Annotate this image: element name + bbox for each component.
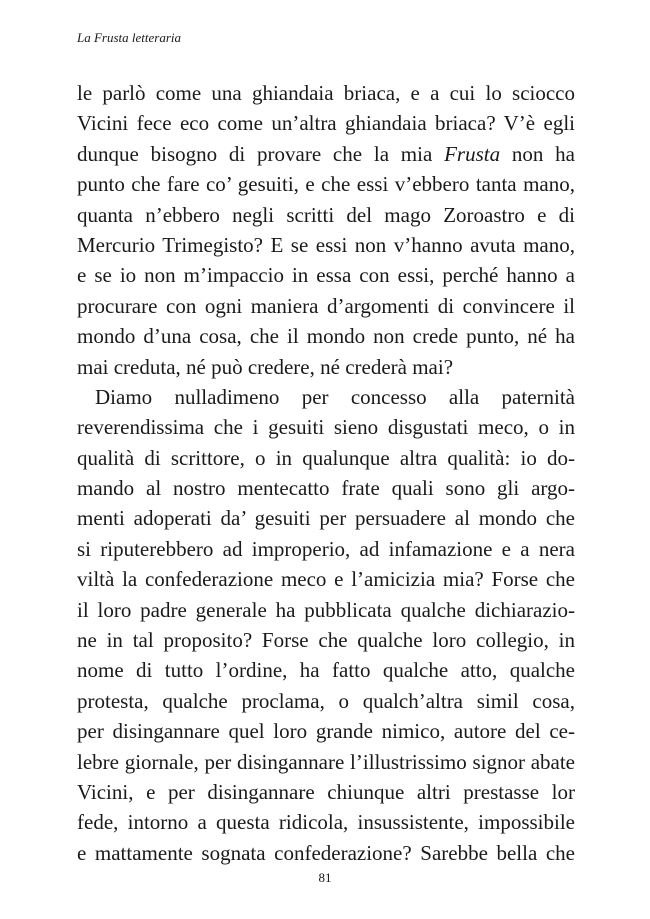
text-line: quanta n’ebbero negli scritti del mago Zoroastro e di [77,202,575,227]
text-line: Mercurio Trimegisto? E se essi non v’hanno avuta mano, [77,232,575,257]
text-line: punto che fare co’ gesuiti, e che essi v’ebbero tanta mano, [77,172,575,197]
text-line [77,139,575,169]
italic-title: Frusta [444,141,501,166]
text-line: mai creduta, né può credere, né crederà mai? [77,354,454,379]
text-run: dunque bisogno di provare che la mia [77,141,445,166]
text-line: nome di tutto l’ordine, ha fatto qualche atto, qualche [77,658,575,683]
text-line: reverendissima che i gesuiti sieno disgustati meco, o in [77,415,575,440]
text-line: menti adoperati da’ gesuiti per persuadere al mondo che [77,506,575,531]
text-line: e mattamente sognata confederazione? Sarebbe bella che [77,840,575,865]
text-line: fede, intorno a questa ridicola, insussistente, impossibile [77,810,575,835]
text-line: ne in tal proposito? Forse che qualche loro collegio, in [77,628,575,653]
text-line: procurare con ogni maniera d’argomenti di convincere il [77,293,575,318]
text-line: Vicini, e per disingannare chiunque altri prestasse lor [77,779,575,804]
text-line: mondo d’una cosa, che il mondo non crede punto, né ha [77,324,575,349]
text-line: protesta, qualche proclama, o qualch’altra simil cosa, [77,688,575,713]
running-head: La Frusta letteraria [77,30,182,45]
text-line: qualità di scrittore, o in qualunque altra qualità: io do- [77,445,575,470]
text-line: per disingannare quel loro grande nimico, autore del ce- [77,719,575,744]
text-line: si riputerebbero ad improperio, ad infamazione e a nera [77,536,575,561]
text-line: Vicini fece eco come un’altra ghiandaia briaca? V’è egli [77,111,575,136]
text-line: lebre giornale, per disingannare l’illustrissimo signor abate [77,749,575,774]
text-line: e se io non m’impaccio in essa con essi, perché hanno a [77,263,575,288]
body-text [77,78,575,868]
text-line: le parlò come una ghiandaia briaca, e a cui lo sciocco [77,81,575,105]
text-line: mando al nostro mentecatto frate quali sono gli argo- [77,476,575,501]
text-run: non ha [500,141,576,166]
text-line: Diamo nulladimeno per concesso alla paternità [95,384,575,409]
text-line: viltà la confederazione meco e l’amicizia mia? Forse che [77,567,575,592]
page-number: 81 [318,870,332,885]
text-line: il loro padre generale ha pubblicata qualche dichiarazio- [77,597,575,622]
